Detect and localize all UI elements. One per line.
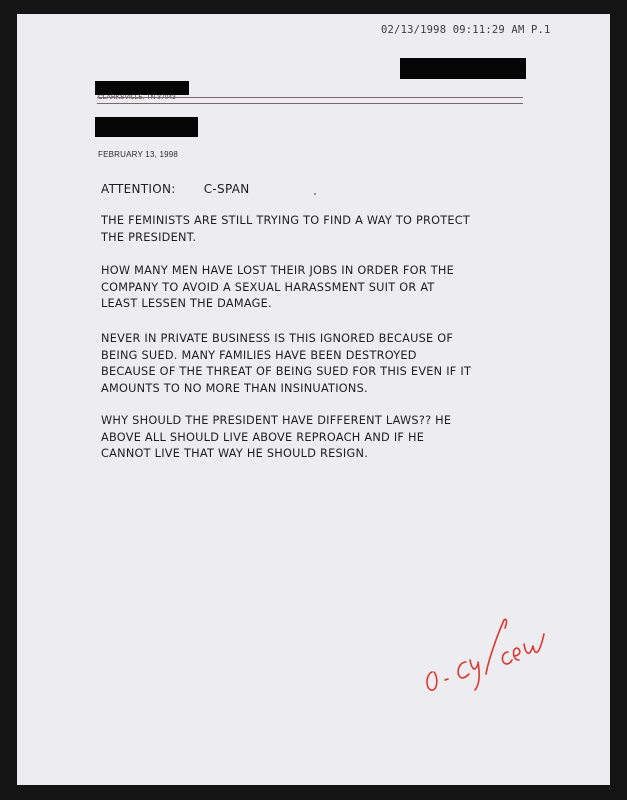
paragraph-line: BECAUSE OF THE THREAT OF BEING SUED FOR THIS EVEN IF IT (101, 365, 472, 378)
paragraph-line: THE FEMINISTS ARE STILL TRYING TO FIND A WAY TO PROTECT (101, 214, 471, 227)
attention-recipient: C-SPAN (203, 182, 250, 196)
paragraph-4 (101, 413, 541, 463)
letter-date: FEBRUARY 13, 1998 (98, 150, 179, 159)
fax-timestamp-header: 02/13/1998 09:11:29 AM P.1 (381, 24, 551, 36)
paragraph-line: HOW MANY MEN HAVE LOST THEIR JOBS IN ORDER FOR THE (101, 264, 454, 277)
paragraph-3 (101, 331, 541, 397)
paragraph-2 (101, 263, 541, 313)
paragraph-line: LEAST LESSEN THE DAMAGE. (101, 297, 272, 310)
letterhead-rule-top (97, 97, 523, 98)
scan-speck (314, 193, 316, 195)
paragraph-line: AMOUNTS TO NO MORE THAN INSINUATIONS. (101, 381, 368, 395)
paragraph-line: CANNOT LIVE THAT WAY HE SHOULD RESIGN. (101, 447, 369, 460)
paragraph-line: THE PRESIDENT. (101, 230, 197, 244)
handwritten-annotation (420, 600, 580, 700)
paragraph-line: WHY SHOULD THE PRESIDENT HAVE DIFFERENT LAWS?? HE (101, 414, 452, 427)
redacted-sender-name (95, 81, 189, 95)
redacted-recipient-block (95, 117, 198, 137)
attention-line (101, 182, 250, 196)
paragraph-1 (101, 213, 541, 246)
paragraph-line: NEVER IN PRIVATE BUSINESS IS THIS IGNORED BECAUSE OF (101, 332, 454, 345)
paragraph-line: COMPANY TO AVOID A SEXUAL HARASSMENT SUIT OR AT (101, 280, 435, 294)
attention-label: ATTENTION: (101, 182, 176, 196)
paragraph-line: BEING SUED. MANY FAMILIES HAVE BEEN DESTROYED (101, 348, 417, 362)
redacted-block-top-right (400, 58, 526, 79)
letterhead-rule-bottom (97, 103, 523, 104)
paragraph-line: ABOVE ALL SHOULD LIVE ABOVE REPROACH AND IF HE (101, 430, 425, 444)
